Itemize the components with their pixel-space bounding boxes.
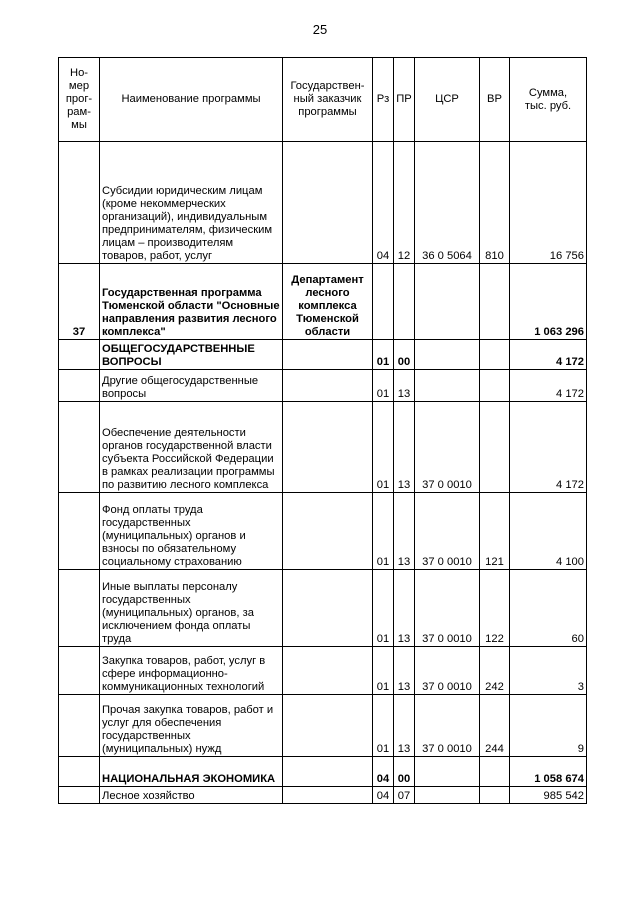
- header-pr: ПР: [394, 58, 415, 142]
- cell-customer: [283, 493, 373, 570]
- header-vr: ВР: [480, 58, 510, 142]
- header-num: Но- мер прог- рам- мы: [59, 58, 100, 142]
- cell-customer: [283, 570, 373, 647]
- table-row: [59, 402, 587, 493]
- cell-rz: 01: [373, 493, 394, 570]
- cell-sum: 16 756: [510, 142, 587, 264]
- cell-num: [59, 142, 100, 264]
- cell-name: Иные выплаты персоналу государственных (муниципальных) органов, за исключением фонда оплаты труда: [100, 570, 283, 647]
- table-row: [59, 647, 587, 695]
- cell-vr: 242: [480, 647, 510, 695]
- cell-vr: [480, 402, 510, 493]
- cell-num: [59, 402, 100, 493]
- cell-vr: [480, 757, 510, 787]
- cell-csr: 37 0 0010: [415, 570, 480, 647]
- cell-num: [59, 757, 100, 787]
- header-row: [59, 58, 587, 142]
- cell-vr: [480, 370, 510, 402]
- cell-rz: 04: [373, 142, 394, 264]
- cell-customer: [283, 142, 373, 264]
- cell-vr: 122: [480, 570, 510, 647]
- header-customer: Государствен- ный заказчик программы: [283, 58, 373, 142]
- cell-customer: [283, 340, 373, 370]
- header-name: Наименование программы: [100, 58, 283, 142]
- cell-pr: 00: [394, 340, 415, 370]
- cell-customer: [283, 402, 373, 493]
- cell-name: Субсидии юридическим лицам (кроме некоммерческих организаций), индивидуальным предпринимателям, физическим лицам – производителям товаров, работ, услуг: [100, 142, 283, 264]
- cell-sum: 9: [510, 695, 587, 757]
- cell-sum: 60: [510, 570, 587, 647]
- cell-num: [59, 570, 100, 647]
- cell-sum: 1 058 674: [510, 757, 587, 787]
- cell-sum: 3: [510, 647, 587, 695]
- cell-rz: 01: [373, 370, 394, 402]
- cell-customer: [283, 647, 373, 695]
- cell-rz: 04: [373, 787, 394, 804]
- cell-sum: 4 172: [510, 402, 587, 493]
- cell-csr: 37 0 0010: [415, 647, 480, 695]
- cell-name: Закупка товаров, работ, услуг в сфере информационно-коммуникационных технологий: [100, 647, 283, 695]
- cell-sum: 4 100: [510, 493, 587, 570]
- cell-name: ОБЩЕГОСУДАРСТВЕННЫЕ ВОПРОСЫ: [100, 340, 283, 370]
- cell-pr: 00: [394, 757, 415, 787]
- cell-num: [59, 787, 100, 804]
- cell-pr: 13: [394, 647, 415, 695]
- cell-sum: 1 063 296: [510, 264, 587, 340]
- cell-name: Обеспечение деятельности органов государственной власти субъекта Российской Федерации в рамках реализации программы по развитию лесного комплекса: [100, 402, 283, 493]
- cell-sum: 985 542: [510, 787, 587, 804]
- cell-rz: 01: [373, 695, 394, 757]
- cell-name: НАЦИОНАЛЬНАЯ ЭКОНОМИКА: [100, 757, 283, 787]
- cell-rz: 01: [373, 647, 394, 695]
- cell-rz: 01: [373, 340, 394, 370]
- cell-num: [59, 340, 100, 370]
- cell-num: [59, 493, 100, 570]
- cell-num: [59, 370, 100, 402]
- cell-rz: 01: [373, 402, 394, 493]
- cell-pr: [394, 264, 415, 340]
- cell-sum: 4 172: [510, 370, 587, 402]
- cell-num: [59, 695, 100, 757]
- cell-pr: 13: [394, 570, 415, 647]
- cell-customer: [283, 695, 373, 757]
- table-row: [59, 787, 587, 804]
- table-row: [59, 264, 587, 340]
- cell-customer: [283, 757, 373, 787]
- cell-vr: [480, 340, 510, 370]
- cell-customer: [283, 370, 373, 402]
- cell-rz: [373, 264, 394, 340]
- cell-vr: [480, 264, 510, 340]
- cell-rz: 01: [373, 570, 394, 647]
- table-row: [59, 570, 587, 647]
- cell-customer: [283, 787, 373, 804]
- cell-csr: 36 0 5064: [415, 142, 480, 264]
- cell-csr: [415, 757, 480, 787]
- cell-num: 37: [59, 264, 100, 340]
- cell-customer: Департамент лесного комплекса Тюменской области: [283, 264, 373, 340]
- cell-vr: [480, 787, 510, 804]
- table-row: [59, 493, 587, 570]
- cell-name: Прочая закупка товаров, работ и услуг для обеспечения государственных (муниципальных) нужд: [100, 695, 283, 757]
- header-csr: ЦСР: [415, 58, 480, 142]
- cell-vr: 121: [480, 493, 510, 570]
- cell-pr: 13: [394, 493, 415, 570]
- cell-pr: 13: [394, 370, 415, 402]
- cell-num: [59, 647, 100, 695]
- table-row: [59, 757, 587, 787]
- cell-pr: 13: [394, 695, 415, 757]
- cell-sum: 4 172: [510, 340, 587, 370]
- cell-csr: [415, 340, 480, 370]
- table-row: [59, 142, 587, 264]
- cell-name: Другие общегосударственные вопросы: [100, 370, 283, 402]
- cell-name: Лесное хозяйство: [100, 787, 283, 804]
- table-row: [59, 370, 587, 402]
- cell-csr: [415, 787, 480, 804]
- cell-csr: 37 0 0010: [415, 695, 480, 757]
- cell-csr: 37 0 0010: [415, 402, 480, 493]
- header-sum: Сумма, тыс. руб.: [510, 58, 587, 142]
- cell-csr: 37 0 0010: [415, 493, 480, 570]
- cell-vr: 244: [480, 695, 510, 757]
- cell-csr: [415, 264, 480, 340]
- cell-pr: 12: [394, 142, 415, 264]
- budget-table: [58, 57, 587, 804]
- cell-csr: [415, 370, 480, 402]
- page-number: 25: [312, 22, 328, 37]
- cell-name: Фонд оплаты труда государственных (муниципальных) органов и взносы по обязательному социальному страхованию: [100, 493, 283, 570]
- cell-vr: 810: [480, 142, 510, 264]
- header-rz: Рз: [373, 58, 394, 142]
- cell-pr: 07: [394, 787, 415, 804]
- cell-pr: 13: [394, 402, 415, 493]
- cell-name: Государственная программа Тюменской области "Основные направления развития лесного комплекса": [100, 264, 283, 340]
- table-row: [59, 695, 587, 757]
- table-row: [59, 340, 587, 370]
- cell-rz: 04: [373, 757, 394, 787]
